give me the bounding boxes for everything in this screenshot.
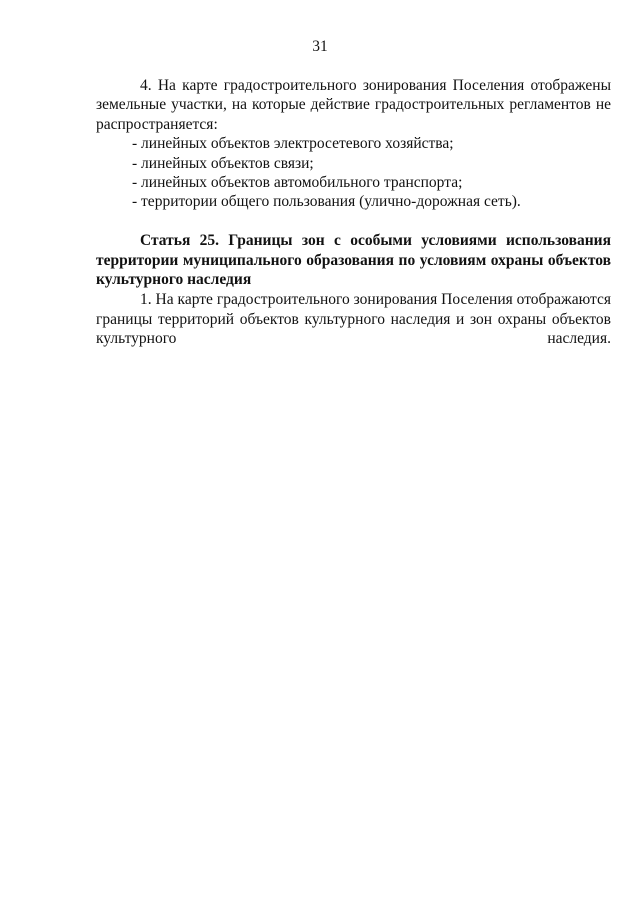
heading-line: территории муниципального образования по условиям охраны объектов [96, 251, 611, 269]
list-item: - линейных объектов автомобильного транспорта; [132, 174, 463, 192]
paragraph-line: культурного наследия. [96, 330, 611, 348]
list-item: - линейных объектов электросетевого хозяйства; [132, 135, 454, 153]
paragraph-line: 1. На карте градостроительного зонирования Поселения отображаются [140, 291, 611, 309]
exclusion-list [96, 134, 611, 212]
paragraph-line: распространяется: [96, 115, 218, 133]
paragraph-4 [96, 76, 611, 134]
list-item: - линейных объектов связи; [132, 154, 314, 172]
page-number: 31 [312, 38, 328, 55]
paragraph-line: 4. На карте градостроительного зонирования Поселения отображены [140, 77, 611, 94]
article-25-heading [96, 231, 611, 290]
paragraph-line: земельные участки, на которые действие градостроительных регламентов не [96, 96, 611, 114]
heading-line: Статья 25. Границы зон с особыми условиями использования [140, 231, 611, 249]
list-item: - территории общего пользования (улично-дорожная сеть). [132, 193, 521, 211]
heading-line: культурного наследия [96, 271, 252, 289]
page-content [96, 76, 611, 348]
paragraph-line: границы территорий объектов культурного наследия и зон охраны объектов [96, 310, 611, 328]
article-25-paragraph-1 [96, 290, 611, 348]
